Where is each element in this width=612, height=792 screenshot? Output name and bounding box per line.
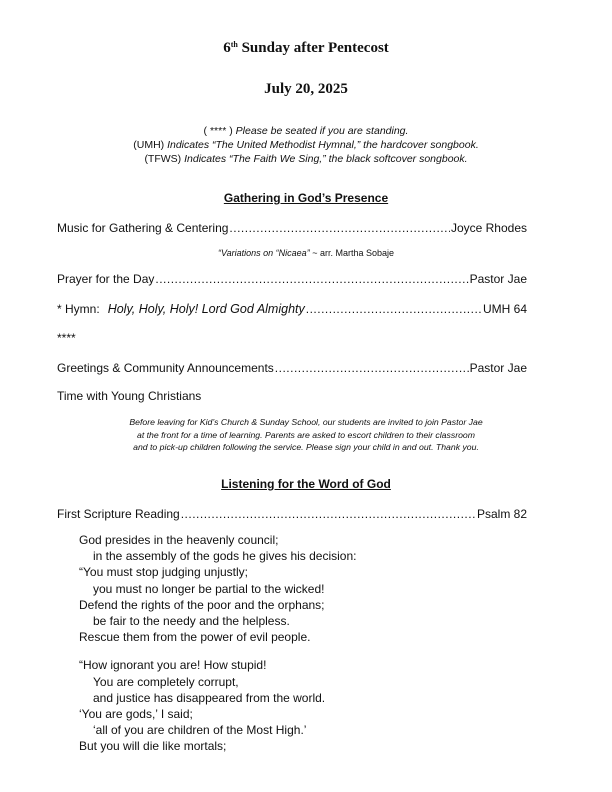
psalm-line: ‘all of you are children of the Most High.’ — [93, 723, 307, 738]
item-music-gathering — [57, 221, 527, 235]
section-heading-gathering: Gathering in God’s Presence — [223, 191, 389, 205]
psalm-line: and justice has disappeared from the world. — [93, 690, 326, 705]
psalm-line: Rescue them from the power of evil people. — [79, 630, 311, 645]
item-label: Greetings & Community Announcements — [57, 361, 274, 375]
item-hymn — [57, 302, 527, 316]
psalm-line: ‘You are gods,’ I said; — [79, 707, 193, 722]
item-greetings — [57, 361, 527, 375]
psalm-text — [79, 532, 356, 755]
item-young-christians: Time with Young Christians — [57, 389, 202, 403]
legend-tfws — [0, 152, 612, 166]
legend-tfws-symbol: (TFWS) — [144, 153, 185, 165]
dot-leader — [275, 361, 469, 375]
section-heading-listening: Listening for the Word of God — [221, 477, 391, 491]
psalm-line: you must no longer be partial to the wicked! — [93, 581, 325, 596]
psalm-line: You are completely corrupt, — [93, 674, 239, 689]
psalm-line: “You must stop judging unjustly; — [79, 565, 248, 580]
item-leader: Pastor Jae — [469, 272, 527, 286]
title-superscript: th — [230, 40, 238, 49]
legend-seated-text: Please be seated if you are standing. — [235, 125, 409, 137]
stanza-break — [79, 645, 356, 657]
item-label: * Hymn: — [57, 302, 100, 316]
note-line: and to pick-up children following the service. Please sign your child in and out. Thank you. — [133, 442, 479, 452]
service-date: July 20, 2025 — [264, 81, 348, 97]
legend-tfws-text: Indicates “The Faith We Sing,” the black softcover songbook. — [184, 153, 468, 165]
legend-umh-text: Indicates “The United Methodist Hymnal,” the hardcover songbook. — [167, 139, 479, 151]
dot-leader — [229, 221, 450, 235]
item-label: First Scripture Reading — [57, 507, 180, 521]
psalm-line: in the assembly of the gods he gives his decision: — [93, 549, 357, 564]
psalm-line: “How ignorant you are! How stupid! — [79, 658, 267, 673]
psalm-line: Defend the rights of the poor and the orphans; — [79, 597, 325, 612]
page-title — [0, 40, 612, 57]
music-subtitle — [0, 248, 612, 258]
dot-leader — [155, 272, 468, 286]
psalm-line: But you will die like mortals; — [79, 739, 227, 754]
note-line: Before leaving for Kid’s Church & Sunday School, our students are invited to join Pastor Jae — [129, 417, 483, 427]
note-line: at the front for a time of learning. Parents are asked to escort children to their classroom — [136, 429, 475, 440]
item-first-reading — [57, 507, 527, 521]
item-label: Music for Gathering & Centering — [57, 221, 229, 235]
title-text: Sunday after Pentecost — [237, 40, 389, 56]
young-christians-note — [90, 416, 522, 454]
dot-leader — [306, 302, 482, 316]
hymn-title: Holy, Holy, Holy! Lord God Almighty — [107, 302, 305, 316]
dot-leader — [181, 507, 476, 521]
music-subtitle-title: “Variations on “Nicaea” — [217, 248, 310, 258]
item-label: Prayer for the Day — [57, 272, 155, 286]
psalm-line: be fair to the needy and the helpless. — [93, 614, 290, 629]
item-prayer — [57, 272, 527, 286]
scripture-reference: Psalm 82 — [476, 507, 527, 521]
seated-marker: **** — [57, 331, 76, 345]
psalm-line: God presides in the heavenly council; — [79, 533, 279, 547]
item-leader: Pastor Jae — [469, 361, 527, 375]
music-subtitle-arranger: ~ arr. Martha Sobaje — [309, 248, 394, 258]
legend-seated — [0, 124, 612, 138]
legend-umh-symbol: (UMH) — [133, 139, 168, 151]
legend-umh — [0, 138, 612, 152]
hymn-number: UMH 64 — [482, 302, 527, 316]
item-leader: Joyce Rhodes — [450, 221, 527, 235]
legend-seated-symbol: ( **** ) — [203, 125, 236, 137]
title-number: 6 — [223, 40, 231, 56]
